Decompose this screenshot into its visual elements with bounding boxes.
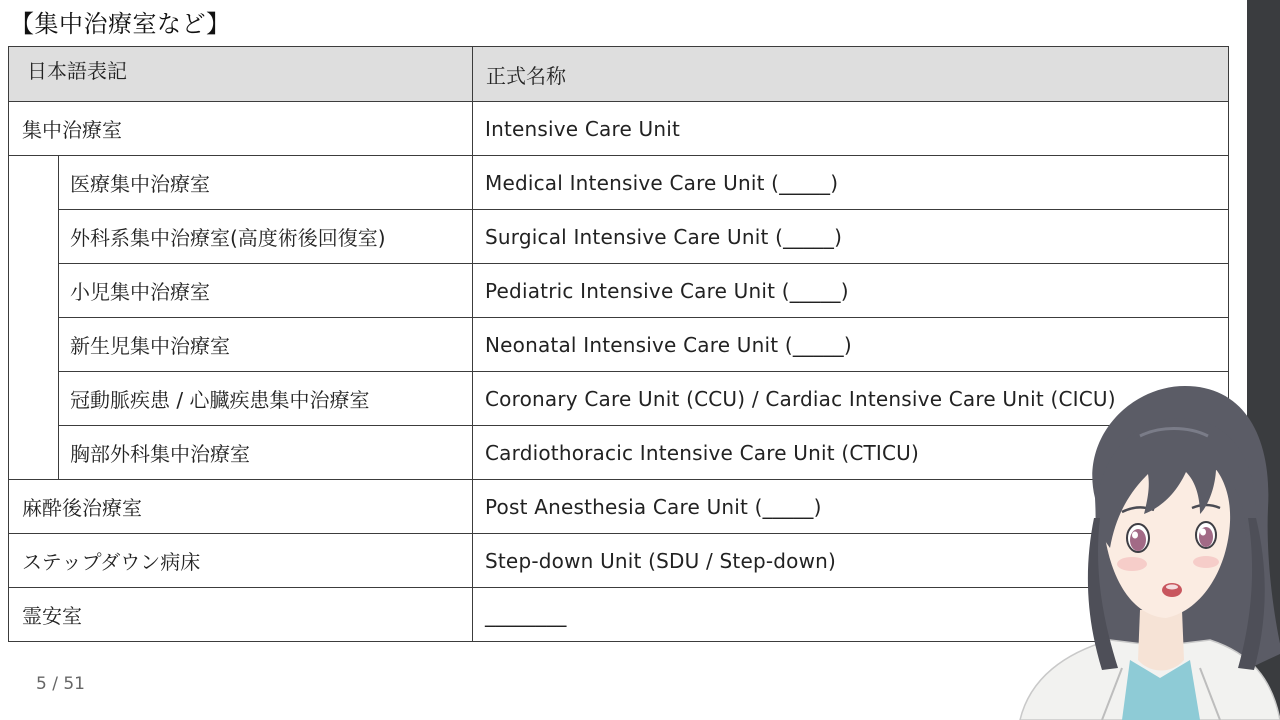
subcategory-indent <box>9 156 59 480</box>
japanese-term-cell: 医療集中治療室 <box>59 156 473 210</box>
official-name-cell: Intensive Care Unit <box>473 102 1229 156</box>
japanese-term-cell: 小児集中治療室 <box>59 264 473 318</box>
japanese-term-cell: 胸部外科集中治療室 <box>59 426 473 480</box>
presenter-avatar-icon <box>1010 378 1280 720</box>
official-name-cell: Surgical Intensive Care Unit (_____) <box>473 210 1229 264</box>
japanese-term-cell: 外科系集中治療室(高度術後回復室) <box>59 210 473 264</box>
japanese-term-cell: 新生児集中治療室 <box>59 318 473 372</box>
official-name-cell: Post Anesthesia Care Unit (_____) <box>473 480 1229 534</box>
column-header-official: 正式名称 <box>473 47 1229 102</box>
table-row <box>9 210 1229 264</box>
page-title: 【集中治療室など】 <box>10 10 231 38</box>
official-name-cell: Step-down Unit (SDU / Step-down) <box>473 534 1229 588</box>
column-header-japanese: 日本語表記 <box>9 47 473 102</box>
official-name-cell: Coronary Care Unit (CCU) / Cardiac Intensive Care Unit (CICU) <box>473 372 1229 426</box>
official-name-cell: Neonatal Intensive Care Unit (_____) <box>473 318 1229 372</box>
table-header-row <box>9 47 1229 102</box>
japanese-term-cell: 集中治療室 <box>9 102 473 156</box>
japanese-term-cell: 冠動脈疾患 / 心臓疾患集中治療室 <box>59 372 473 426</box>
table-row <box>9 102 1229 156</box>
table-row <box>9 318 1229 372</box>
official-name-cell: Medical Intensive Care Unit (_____) <box>473 156 1229 210</box>
table-row <box>9 156 1229 210</box>
table-row <box>9 264 1229 318</box>
japanese-term-cell: 麻酔後治療室 <box>9 480 473 534</box>
japanese-term-cell: ステップダウン病床 <box>9 534 473 588</box>
page-counter: 5 / 51 <box>36 674 85 694</box>
official-name-cell: ________ <box>473 588 1229 642</box>
official-name-cell: Cardiothoracic Intensive Care Unit (CTICU) <box>473 426 1229 480</box>
japanese-term-cell: 霊安室 <box>9 588 473 642</box>
official-name-cell: Pediatric Intensive Care Unit (_____) <box>473 264 1229 318</box>
